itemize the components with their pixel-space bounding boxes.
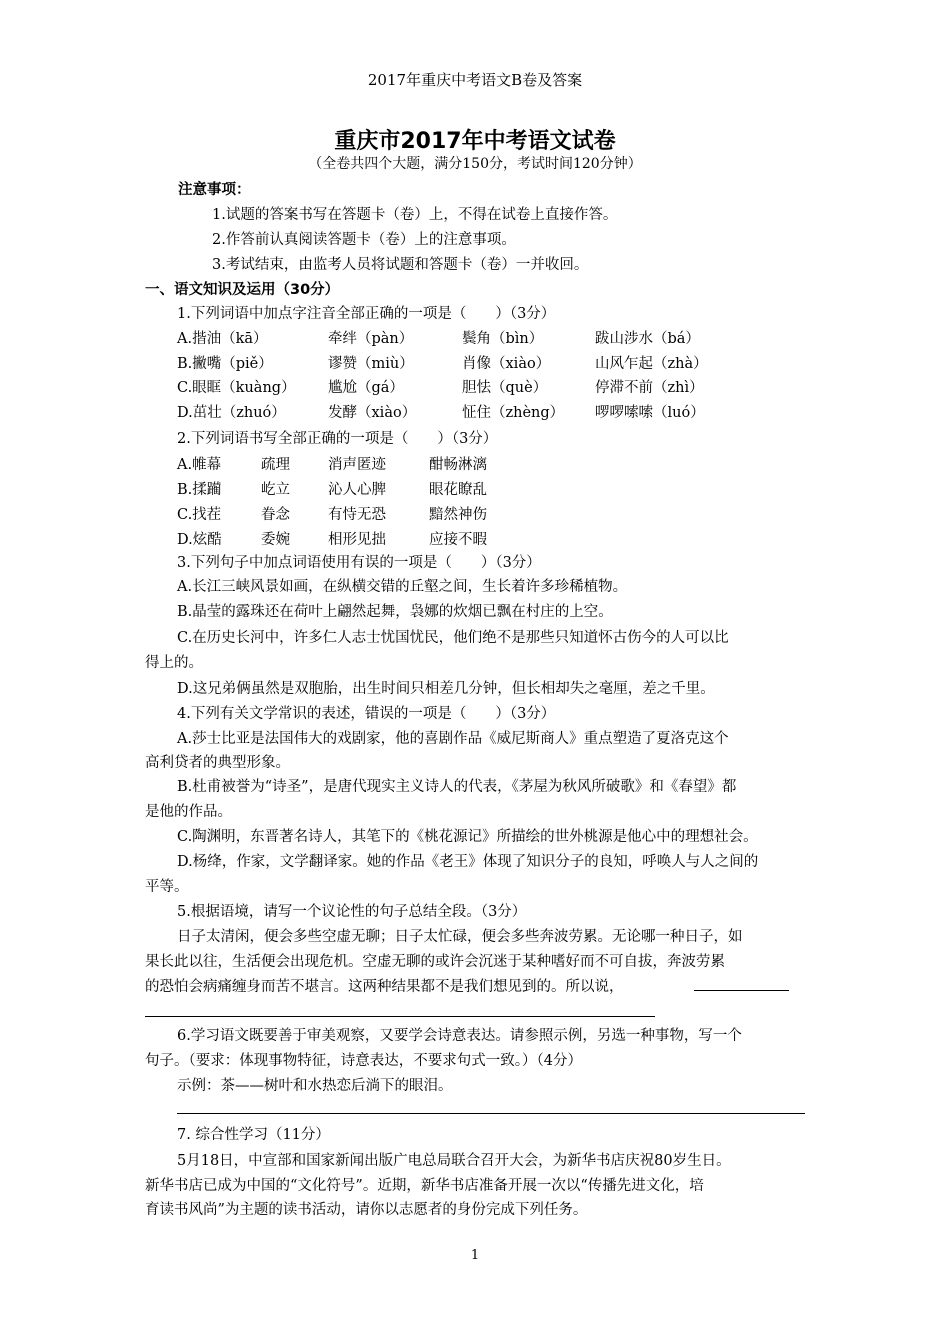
q3-option-c-line1: C.在历史长河中，许多仁人志士忧国忧民，他们绝不是那些只知道怀古伤今的人可以比 (177, 630, 729, 646)
exam-subtitle: （全卷共四个大题，满分150分，考试时间120分钟） (308, 156, 642, 172)
q2-b-word-2: 屹立 (261, 482, 290, 498)
q3-option-a: A.长江三峡风景如画，在纵横交错的丘壑之间，生长着许多珍稀植物。 (177, 579, 628, 595)
q4-option-c: C.陶渊明，东晋著名诗人，其笔下的《桃花源记》所描绘的世外桃源是他心中的理想社会。 (177, 829, 758, 845)
question-6-stem-line1: 6.学习语文既要善于审美观察，又要学会诗意表达。请参照示例，另选一种事物，写一个 (177, 1028, 742, 1044)
notice-heading: 注意事项： (178, 182, 251, 198)
q5-passage-line2: 果长此以往，生活便会出现危机。空虚无聊的或许会沉迷于某种嗜好而不可自拔，奔波劳累 (145, 954, 725, 970)
q4-option-d-line1: D.杨绛，作家，文学翻译家。她的作品《老王》体现了知识分子的良知，呼唤人与人之间的 (177, 854, 759, 870)
q7-paragraph-line2: 新华书店已成为中国的“文化符号”。近期，新华书店准备开展一次以“传播先进文化，培 (145, 1178, 704, 1194)
notice-item: 3.考试结束，由监考人员将试题和答题卡（卷）一并收回。 (212, 257, 589, 273)
q4-option-d-line2: 平等。 (145, 879, 189, 895)
q1-c-word-4: 停滞不前（zhì） (595, 380, 704, 396)
q5-answer-blank-end[interactable] (694, 990, 789, 991)
question-7-stem: 7. 综合性学习（11分） (177, 1127, 330, 1143)
q1-b-word-2: 谬赞（miù） (328, 356, 414, 372)
q1-a-word-3: 鬓角（bìn） (462, 331, 544, 347)
q2-c-word-1: C.找茬 (177, 507, 222, 523)
question-3-stem: 3.下列句子中加点词语使用有误的一项是（ ）（3分） (177, 555, 541, 571)
q2-a-word-1: A.帷幕 (177, 457, 222, 473)
q2-d-word-4: 应接不暇 (429, 532, 487, 548)
q4-option-a-line1: A.莎士比亚是法国伟大的戏剧家，他的喜剧作品《威尼斯商人》重点塑造了夏洛克这个 (177, 731, 729, 747)
q6-answer-line[interactable] (177, 1113, 805, 1114)
q2-c-word-3: 有恃无恐 (328, 507, 386, 523)
q1-b-word-1: B.撇嘴（piě） (177, 356, 273, 372)
q1-a-word-4: 跋山涉水（bá） (595, 331, 700, 347)
q1-a-word-2: 牵绊（pàn） (328, 331, 414, 347)
q5-answer-line[interactable] (145, 1016, 655, 1017)
q4-option-a-line2: 高利贷者的典型形象。 (145, 755, 290, 771)
q6-example: 示例：茶——树叶和水热恋后淌下的眼泪。 (177, 1078, 453, 1094)
q2-a-word-3: 消声匿迹 (328, 457, 386, 473)
q2-d-word-2: 委婉 (261, 532, 290, 548)
q7-paragraph-line1: 5月18日，中宣部和国家新闻出版广电总局联合召开大会，为新华书店庆祝80岁生日。 (177, 1153, 731, 1169)
q3-option-c-line2: 得上的。 (145, 655, 203, 671)
q1-b-word-4: 山风乍起（zhà） (595, 356, 708, 372)
q1-d-word-4: 啰啰嗦嗦（luó） (595, 405, 705, 421)
q1-d-word-3: 怔住（zhèng） (462, 405, 565, 421)
notice-item: 2.作答前认真阅读答题卡（卷）上的注意事项。 (212, 232, 516, 248)
q3-option-b: B.晶莹的露珠还在荷叶上翩然起舞，袅娜的炊烟已飘在村庄的上空。 (177, 604, 613, 620)
q2-a-word-4: 酣畅淋漓 (429, 457, 487, 473)
q1-c-word-2: 尴尬（gá） (328, 380, 404, 396)
q2-b-word-1: B.揉躏 (177, 482, 222, 498)
question-2-stem: 2.下列词语书写全部正确的一项是（ ）（3分） (177, 431, 498, 447)
q1-a-word-1: A.揩油（kā） (177, 331, 268, 347)
q2-c-word-4: 黯然神伤 (429, 507, 487, 523)
q5-passage-line3: 的恐怕会病痛缠身而苦不堪言。这两种结果都不是我们想见到的。所以说， (145, 979, 624, 995)
q2-b-word-4: 眼花瞭乱 (429, 482, 487, 498)
q1-d-word-2: 发酵（xiào） (328, 405, 417, 421)
notice-item: 1.试题的答案书写在答题卡（卷）上，不得在试卷上直接作答。 (212, 207, 618, 223)
question-4-stem: 4.下列有关文学常识的表述，错误的一项是（ ）（3分） (177, 706, 556, 722)
q2-d-word-3: 相形见拙 (328, 532, 386, 548)
q2-b-word-3: 沁人心脾 (328, 482, 386, 498)
question-5-stem: 5.根据语境，请写一个议论性的句子总结全段。（3分） (177, 904, 527, 920)
page-header: 2017年重庆中考语文B卷及答案 (367, 71, 583, 89)
question-1-stem: 1.下列词语中加点字注音全部正确的一项是（ ）（3分） (177, 306, 556, 322)
page-number: 1 (470, 1248, 480, 1263)
q4-option-b-line1: B.杜甫被誉为“诗圣”，是唐代现实主义诗人的代表，《茅屋为秋风所破歌》和《春望》都 (177, 779, 737, 795)
q1-c-word-1: C.眼眶（kuàng） (177, 380, 296, 396)
question-6-stem-line2: 句子。（要求：体现事物特征，诗意表达，不要求句式一致。）（4分） (145, 1053, 582, 1069)
q4-option-b-line2: 是他的作品。 (145, 804, 232, 820)
section-heading: 一、语文知识及运用（30分） (145, 282, 340, 298)
q2-c-word-2: 眷念 (261, 507, 290, 523)
q1-d-word-1: D.茁壮（zhuó） (177, 405, 286, 421)
q2-d-word-1: D.炫酷 (177, 532, 222, 548)
q2-a-word-2: 疏理 (261, 457, 290, 473)
exam-title: 重庆市2017年中考语文试卷 (334, 129, 616, 154)
q1-b-word-3: 肖像（xiào） (462, 356, 551, 372)
q5-passage-line1: 日子太清闲，便会多些空虚无聊；日子太忙碌，便会多些奔波劳累。无论哪一种日子，如 (177, 929, 743, 945)
q3-option-d: D.这兄弟俩虽然是双胞胎，出生时间只相差几分钟，但长相却失之毫厘，差之千里。 (177, 681, 715, 697)
q7-paragraph-line3: 育读书风尚”为主题的读书活动，请你以志愿者的身份完成下列任务。 (145, 1202, 588, 1218)
q1-c-word-3: 胆怯（què） (462, 380, 548, 396)
